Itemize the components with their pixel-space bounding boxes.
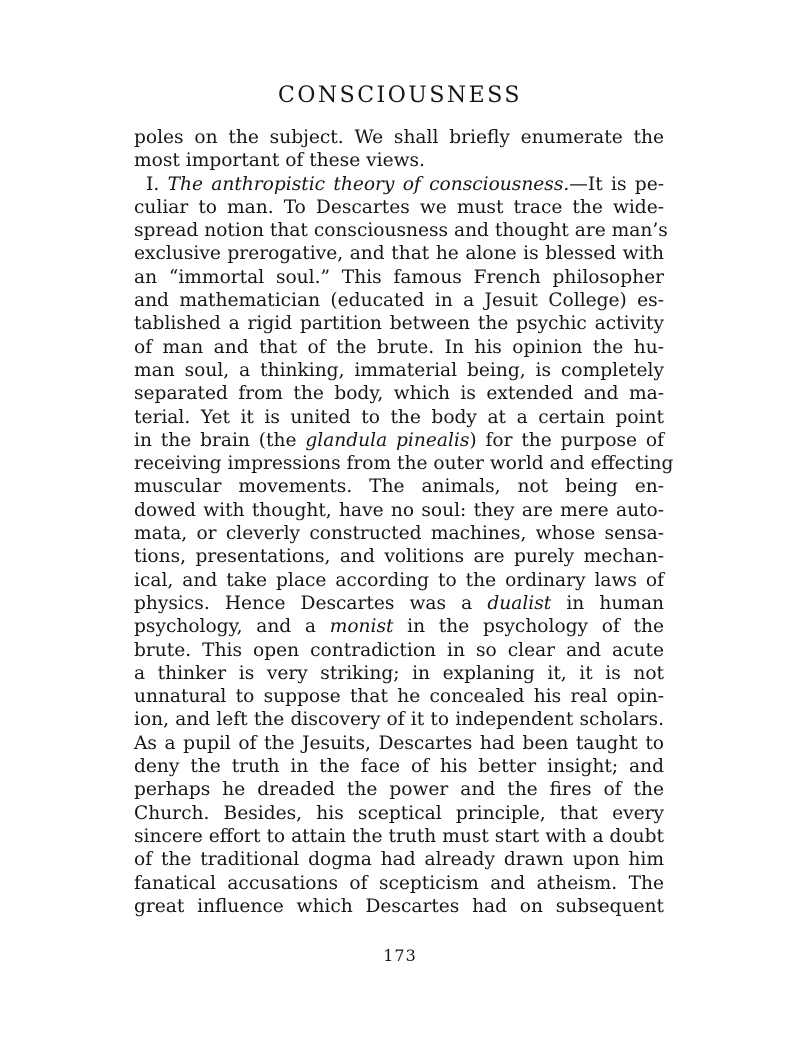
text-line: Church. Besides, his sceptical principle, that every: [134, 802, 664, 824]
italic-phrase: dualist: [487, 592, 552, 614]
italic-phrase: monist: [329, 616, 394, 638]
text-line: brute. This open contradiction in so clear and acute: [134, 639, 664, 661]
running-head-title: CONSCIOUSNESS: [278, 83, 522, 108]
text-line: great influence which Descartes had on subsequent: [134, 895, 664, 917]
text-line: ical, and take place according to the ordinary laws of: [134, 569, 664, 591]
text-line: poles on the subject. We shall briefly enumerate the: [134, 127, 664, 148]
text-line: muscular movements. The animals, not being en-: [134, 476, 664, 498]
text-line: terial. Yet it is united to the body at a certain point: [134, 406, 664, 428]
text-line: a thinker is very striking; in explaning it, it is not: [134, 662, 664, 684]
text-line: culiar to man. To Descartes we must trace the wide-: [134, 196, 664, 218]
text-line: of man and that of the brute. In his opinion the hu-: [134, 336, 664, 358]
text-line: mata, or cleverly constructed machines, whose sensa-: [134, 523, 664, 545]
text-line: perhaps he dreaded the power and the fires of the: [134, 779, 664, 801]
text-line: sincere effort to attain the truth must start with a doubt: [134, 825, 664, 847]
text-line: and mathematician (educated in a Jesuit College) es-: [134, 290, 664, 312]
text-line: an “immortal soul.” This famous French philosopher: [134, 266, 664, 288]
text-line: tions, presentations, and volitions are purely mechan-: [134, 546, 664, 568]
text-line: most important of these views.: [134, 150, 425, 172]
text-line: physics. Hence Descartes was a dualist in human: [134, 592, 665, 614]
text-line: spread notion that consciousness and thought are man’s: [134, 220, 668, 242]
text-line: As a pupil of the Jesuits, Descartes had been taught to: [134, 732, 664, 754]
text-line: separated from the body, which is extended and ma-: [134, 383, 664, 405]
italic-phrase: The anthropistic theory of consciousness.: [167, 173, 570, 195]
text-line: unnatural to suppose that he concealed his real opin-: [134, 686, 664, 708]
text-line: receiving impressions from the outer world and effecting: [134, 453, 674, 475]
text-line: fanatical accusations of scepticism and atheism. The: [134, 872, 664, 894]
text-line: deny the truth in the face of his better insight; and: [134, 756, 664, 778]
text-line: dowed with thought, have no soul: they are mere auto-: [134, 499, 664, 521]
text-line: psychology, and a monist in the psychology of the: [134, 616, 664, 638]
text-line: man soul, a thinking, immaterial being, is completely: [134, 359, 664, 381]
text-line: I. The anthropistic theory of consciousness.—It is pe-: [146, 173, 665, 195]
text-line: of the traditional dogma had already drawn upon him: [134, 849, 664, 871]
text-line: in the brain (the glandula pinealis) for the purpose of: [134, 429, 664, 451]
text-line: exclusive prerogative, and that he alone is blessed with: [134, 243, 664, 265]
text-line: tablished a rigid partition between the psychic activity: [134, 313, 664, 335]
italic-phrase: glandula pinealis: [305, 429, 470, 451]
page-number: 173: [383, 946, 417, 965]
body-text: [134, 126, 674, 918]
text-line: ion, and left the discovery of it to independent scholars.: [134, 709, 664, 731]
